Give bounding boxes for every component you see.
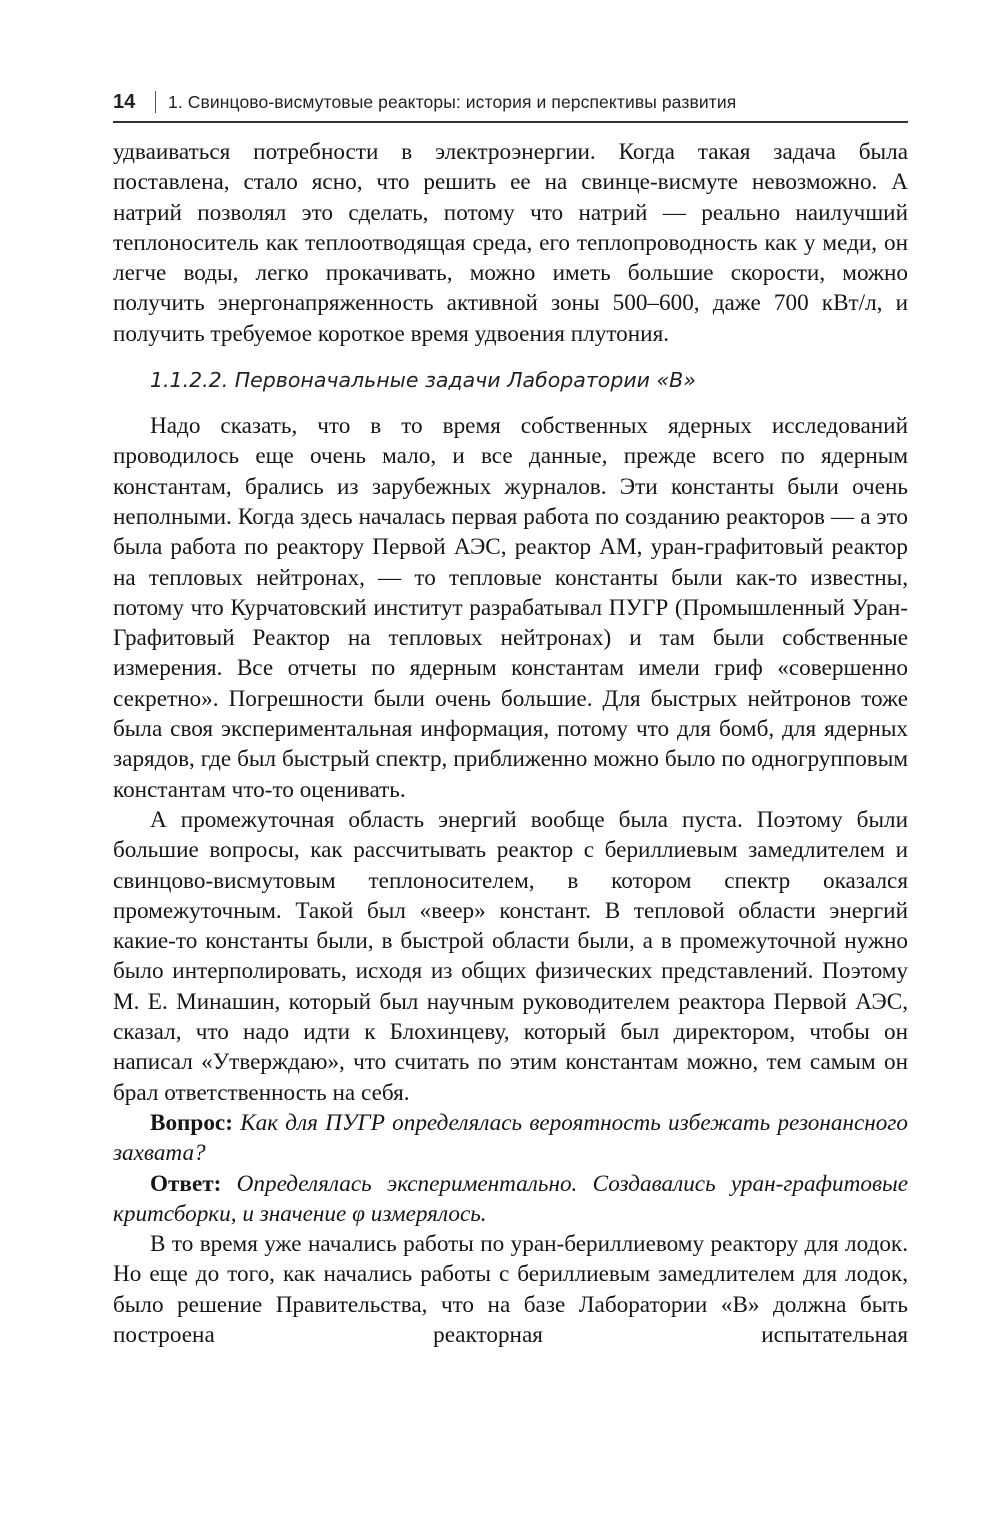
question-paragraph: [113, 1108, 908, 1169]
section-heading: 1.1.2.2. Первоначальные задачи Лаборатории «В»: [150, 368, 696, 393]
paragraph-3: А промежуточная область энергий вообще была пуста. Поэтому были большие вопросы, как рассчитывать реактор с бериллиевым замедлителем и свинцово-висмутовым теплоносителем, в котором спектр оказался промежуточным. Такой был «веер» констант. В тепловой области энергий какие-то константы были, в быстрой области были, а в промежуточной нужно было интерполировать, исходя из общих физических представлений. Поэтому М. Е. Минашин, который был научным руководителем реактора Первой АЭС, сказал, что надо идти к Блохинцеву, который был директором, чтобы он написал «Утверждаю», что считать по этим константам можно, тем самым он брал ответственность на себя.: [113, 806, 908, 1106]
answer-text: Определялась экспериментально. Создавались уран-графитовые критсборки, и значение φ измерялось.: [113, 1170, 909, 1227]
page-number: 14: [113, 91, 136, 113]
header-separator: [155, 91, 156, 113]
answer-paragraph: [113, 1169, 908, 1230]
question-text: Как для ПУГР определялась вероятность избежать резонансного захвата?: [113, 1109, 909, 1167]
header-rule: [113, 121, 908, 123]
running-header: [113, 88, 908, 116]
body-text: [113, 137, 908, 1350]
paragraph-4: В то время уже начались работы по уран-бериллиевому реактору для лодок. Но еще до того, как начались работы с бериллиевым замедлителем для лодок, было решение Правительства, что на базе Лаборатории «В» должна быть построена реакторная испытательная: [113, 1231, 908, 1348]
answer-label: Ответ:: [150, 1170, 222, 1197]
paragraph-1: удваиваться потребности в электроэнергии. Когда такая задача была поставлена, стало ясно, что решить ее на свинце-висмуте невозможно. А натрий позволял это сделать, потому что натрий — реально наилучший теплоноситель как теплоотводящая среда, его теплопроводность как у меди, он легче воды, легко прокачивать, можно иметь большие скорости, можно получить энергонапряженность активной зоны 500–600, даже 700 кВт/л, и получить требуемое короткое время удвоения плутония.: [113, 139, 908, 347]
question-label: Вопрос:: [150, 1109, 233, 1136]
chapter-title: 1. Свинцово-висмутовые реакторы: история и перспективы развития: [168, 92, 737, 112]
paragraph-2: Надо сказать, что в то время собственных ядерных исследований проводилось еще очень мало, и все данные, прежде всего по ядерным константам, брались из зарубежных журналов. Эти константы были очень неполными. Когда здесь началась первая работа по созданию реакторов — а это была работа по реактору Первой АЭС, реактор АМ, уран-графитовый реактор на тепловых нейтронах, — то тепловые константы были как-то известны, потому что Курчатовский институт разрабатывал ПУГР (Промышленный Уран-Графитовый Реактор на тепловых нейтронах) и там были собственные измерения. Все отчеты по ядерным константам имели гриф «совершенно секретно». Погрешности были очень большие. Для быстрых нейтронов тоже была своя экспериментальная информация, потому что для бомб, для ядерных зарядов, где был быстрый спектр, приближенно можно было по одногрупповым константам что-то оценивать.: [113, 413, 908, 803]
